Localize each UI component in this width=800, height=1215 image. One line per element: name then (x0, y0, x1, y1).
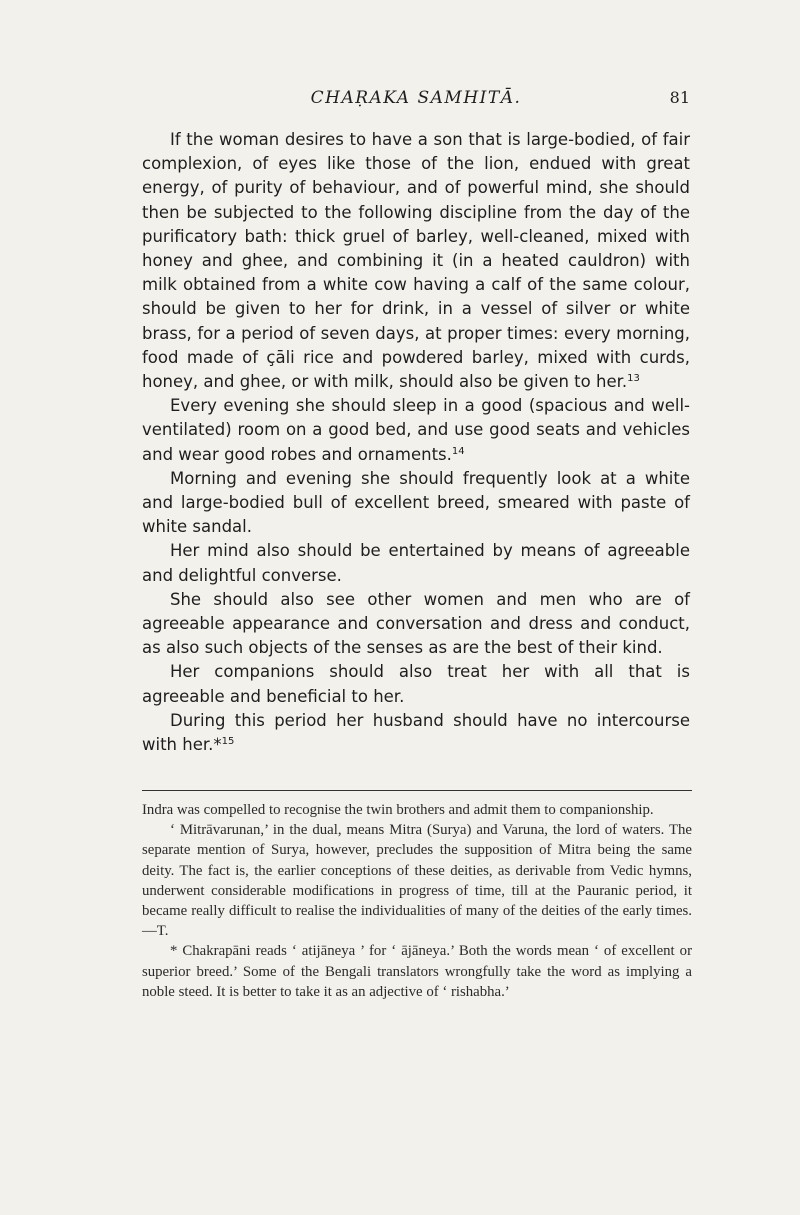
running-head (142, 88, 690, 114)
paragraph (142, 709, 690, 757)
paragraph (142, 394, 690, 467)
paragraph (142, 539, 690, 587)
running-title: CHAṚAKA SAMHITĀ. (310, 88, 522, 108)
paragraph-text: Her companions should also treat her with all that is agreeable and beneficial to her. (142, 662, 690, 706)
main-text (142, 128, 690, 757)
paragraph-text: Every evening she should sleep in a good (spacious and well-ventilated) room on a good bed, and use good seats and vehicles and wear good robes and ornaments. (142, 396, 690, 464)
note-reference: 15 (221, 736, 235, 748)
footnote: * Chakrapāni reads ‘ atijāneya ’ for ‘ ājāneya.’ Both the words mean ‘ of excellent or superior breed.’ Some of the Bengali translators wrongfully take the word as implying a noble steed. It is better to take it as an adjective of ‘ rishabha.’ (142, 943, 692, 1000)
page-number: 81 (669, 88, 690, 107)
paragraph-text: If the woman desires to have a son that is large-bodied, of fair complexion, of eyes like those of the lion, endued with great energy, of purity of behaviour, and of powerful mind, she should then be subjected to the following discipline from the day of the purificatory bath: thick gruel of barley, well-cleaned, mixed with honey and ghee, and combining it (in a heated cauldron) with milk obtained from a white cow having a calf of the same colour, should be given to her for drink, in a vessel of silver or white brass, for a period of seven days, at proper times: every morning, food made of çāli rice and powdered barley, mixed with curds, honey, and ghee, or with milk, should also be given to her. (142, 130, 690, 392)
note-reference: 13 (627, 373, 640, 385)
paragraph-text: Morning and evening she should frequently look at a white and large-bodied bull of excellent breed, smeared with paste of white sandal. (142, 468, 690, 537)
paragraph-text: She should also see other women and men who are of agreeable appearance and conversation and dress and conduct, as also such objects of the senses as are the best of their kind. (142, 589, 690, 658)
paragraph (142, 588, 690, 661)
paragraph-text: During this period her husband should have no intercourse with her.* (142, 710, 690, 755)
footnote-divider (142, 790, 692, 791)
paragraph (142, 128, 690, 394)
footnote: Indra was compelled to recognise the twin brothers and admit them to companionship. (142, 802, 654, 818)
paragraph (142, 660, 690, 708)
footnotes (142, 800, 692, 1002)
paragraph-text: Her mind also should be entertained by means of agreeable and delightful converse. (142, 541, 690, 585)
paragraph (142, 467, 690, 540)
footnote: ‘ Mitrāvarunan,’ in the dual, means Mitra (Surya) and Varuna, the lord of waters. The separate mention of Surya, however, precludes the supposition of Mitra being the same deity. The fact is, the earlier conceptions of these deities, as derivable from Vedic hymns, underwent considerable modifications in progress of time, till at the Pauranic period, it became really difficult to realise the individualities of many of the deities of the early times.—T. (142, 822, 692, 940)
note-reference: 14 (451, 445, 465, 457)
